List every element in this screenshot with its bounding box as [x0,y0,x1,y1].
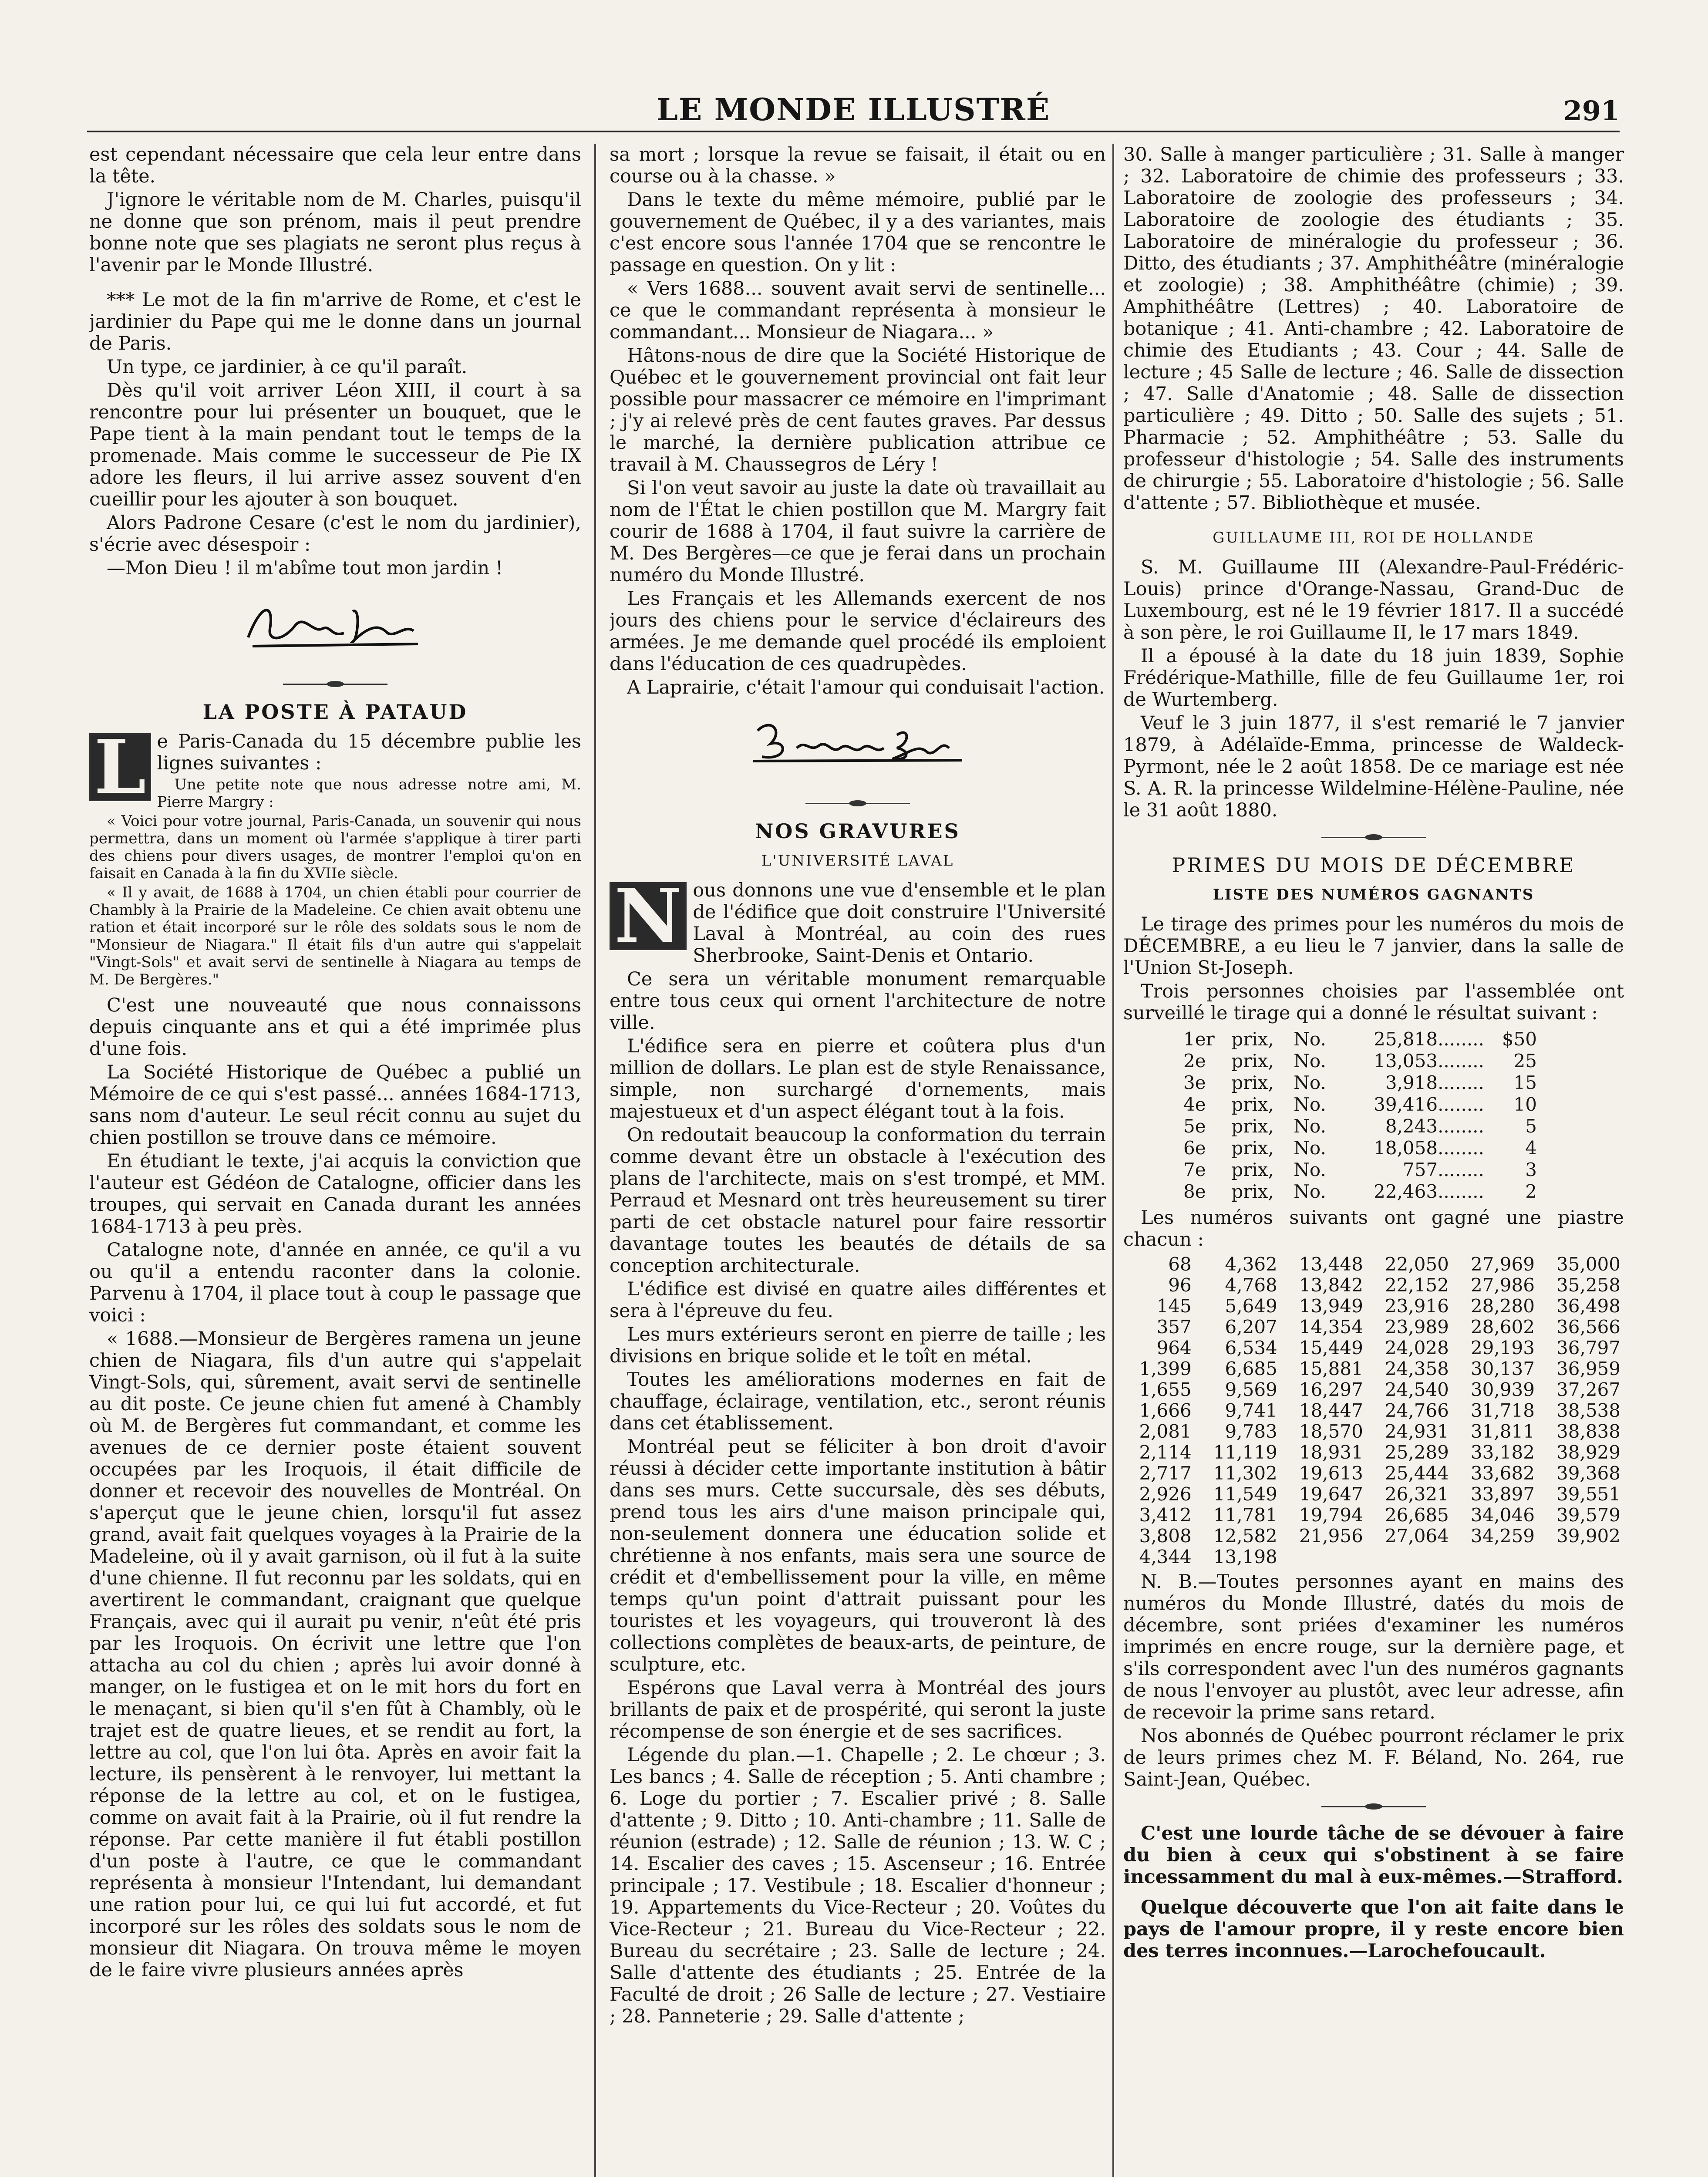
table-cell [1538,1547,1624,1567]
table-cell: No. [1294,1137,1326,1159]
paragraph: sa mort ; lorsque la revue se faisait, il était ou en course ou à la chasse. » [610,144,1106,187]
table-cell: 30,939 [1470,1379,1535,1400]
numbers-row [1123,1275,1624,1296]
quote-paragraph: « Il y avait, de 1688 à 1704, un chien établi pour courrier de Chambly à la Prairie de la Madeleine. Ce chien avait obtenu une ration et était incorporé sur le rôle des soldats sous le nom de "Monsieur de Niagara." Il était fils d'un autre qui s'appelait "Vingt-Sols" et avait servi de sentinelle à Niagara au temps de M. De Bergères." [89,884,581,988]
table-cell: 2,717 [1139,1463,1192,1484]
table-cell: 25,818........ [1374,1028,1484,1050]
table-cell: 19,613 [1299,1463,1363,1484]
table-cell: 38,838 [1556,1421,1620,1442]
paragraph: Veuf le 3 juin 1877, il s'est remarié le 7 janvier 1879, à Adélaïde-Emma, princesse de Waldeck-Pyrmont, née le 2 août 1858. De ce mariage est née S. A. R. la princesse Wildelmine-Hélène-Pauline, née le 31 août 1880. [1123,712,1624,821]
table-cell: prix, [1231,1072,1274,1093]
table-cell: 1,655 [1139,1379,1192,1400]
table-cell: 4,362 [1225,1254,1277,1275]
paragraph: Dès qu'il voit arriver Léon XIII, il court à sa rencontre pour lui présenter un bouquet, que le Pape tient à la main pendant tout le temps de la promenade. Mais comme le successeur de Pie IX adore les fleurs, il lui arrive assez souvent d'en cueillir pour les ajouter à son bouquet. [89,380,581,510]
table-cell: 36,797 [1556,1337,1620,1358]
numbers-row [1123,1421,1624,1442]
column-2 [610,144,1106,2177]
numbers-row [1123,1442,1624,1463]
table-cell: 33,182 [1470,1442,1535,1463]
table-cell: 22,463........ [1374,1181,1484,1202]
page-number: 291 [1563,95,1620,127]
numbers-row [1123,1254,1624,1275]
table-cell: 35,258 [1556,1274,1620,1296]
table-cell: 27,986 [1470,1274,1535,1296]
table-cell: 11,302 [1213,1463,1277,1484]
numbers-row [1123,1400,1624,1421]
ornament-divider [805,799,910,808]
prize-row [1180,1181,1540,1203]
paragraph: Espérons que Laval verra à Montréal des jours brillants de paix et de prospérité, qui seront la juste récompense de son énergie et de ses sacrifices. [610,1677,1106,1742]
table-cell: 2,114 [1139,1442,1192,1463]
table-cell: 13,448 [1299,1254,1363,1275]
paragraph: 30. Salle à manger particulière ; 31. Salle à manger ; 32. Laboratoire de chimie des professeurs ; 33. Laboratoire de zoologie des professeurs ; 34. Laboratoire de zoologie des étudiants ; 35. Laboratoire de minéralogie du professeur ; 36. Ditto, des étudiants ; 37. Amphithéâtre (minéralogie et zoologie) ; 38. Amphithéâtre (chimie) ; 39. Amphithéâtre (Lettres) ; 40. Laboratoire de botanique ; 41. Anti-chambre ; 42. Laboratoire de chimie des Etudiants ; 43. Cour ; 44. Salle de lecture ; 45 Salle de lecture ; 46. Salle de dissection ; 47. Salle d'Anatomie ; 48. Salle de dissection particulière ; 49. Ditto ; 50. Salle des sujets ; 51. Pharmacie ; 52. Amphithéâtre ; 53. Salle du professeur d'histologie ; 54. Salle des instruments de chirurgie ; 55. Laboratoire d'histologie ; 56. Salle d'attente ; 57. Bibliothèque et musée. [1123,144,1624,514]
paragraph: Dans le texte du même mémoire, publié par le gouvernement de Québec, il y a des variantes, mais c'est encore sous l'année 1704 que se rencontre le passage en question. On y lit : [610,189,1106,276]
paragraph: Ce sera un véritable monument remarquable entre tous ceux qui ornent l'architecture de notre ville. [610,968,1106,1034]
table-cell: 25,444 [1385,1463,1449,1484]
table-cell: 13,949 [1299,1295,1363,1317]
numbers-row [1123,1379,1624,1400]
paragraph: Légende du plan.—1. Chapelle ; 2. Le chœur ; 3. Les bancs ; 4. Salle de réception ; 5. Anti chambre ; 6. Loge du portier ; 7. Escalier privé ; 8. Salle d'attente ; 9. Ditto ; 10. Anti-chambre ; 11. Salle de réunion (estrade) ; 12. Salle de réunion ; 13. W. C ; 14. Escalier des caves ; 15. Ascenseur ; 16. Entrée principale ; 17. Vestibule ; 18. Escalier d'honneur ; 19. Appartements du Vice-Recteur ; 20. Voûtes du Vice-Recteur ; 21. Bureau du Vice-Recteur ; 22. Bureau du secrétaire ; 23. Salle de lecture ; 24. Salle d'attente des étudiants ; 25. Entrée de la Faculté de droit ; 26 Salle de lecture ; 27. Vestiaire ; 28. Panneterie ; 29. Salle d'attente ; [610,1744,1106,2027]
table-cell: 2e [1183,1050,1206,1072]
signature-benjamin-sulte [610,700,1106,787]
table-cell: 39,368 [1556,1463,1620,1484]
table-cell: 13,053........ [1374,1050,1484,1072]
table-cell: 5 [1525,1115,1537,1137]
prize-row [1180,1028,1540,1050]
table-cell: 3e [1183,1072,1206,1093]
quote-strafford: C'est une lourde tâche de se dévouer à faire du bien à ceux qui s'obstinent à se faire incessamment du mal à eux-mêmes.—Strafford. [1123,1823,1624,1888]
table-cell: 22,050 [1385,1254,1449,1275]
paragraph: Il a épousé à la date du 18 juin 1839, Sophie Frédérique-Mathille, fille de feu Guillaume 1er, roi de Wurtemberg. [1123,645,1624,711]
paragraph: Trois personnes choisies par l'assemblée ont surveillé le tirage qui a donné le résultat suivant : [1123,981,1624,1024]
paragraph: Montréal peut se féliciter à bon droit d'avoir réussi à décider cette importante institution à bâtir dans ses murs. Cette succursale, dès ses débuts, prend tous les airs d'une maison principale qui, non-seulement donnera une éducation solide et chrétienne à nos enfants, mais sera une source de crédit et d'embellissement pour la ville, en même temps qu'un point d'attrait puissant pour les touristes et les voyageurs, qui trouveront là des collections complètes de beaux-arts, de peinture, de sculpture, etc. [610,1436,1106,1675]
table-cell: 38,538 [1556,1400,1620,1421]
table-cell: prix, [1231,1050,1274,1072]
table-cell: 15,449 [1299,1337,1363,1358]
table-cell: 1,399 [1139,1358,1192,1379]
table-cell: 34,259 [1470,1525,1535,1547]
table-cell: 13,842 [1299,1274,1363,1296]
paragraph: Alors Padrone Cesare (c'est le nom du jardinier), s'écrie avec désespoir : [89,512,581,556]
ornament-divider [1321,832,1426,842]
paragraph: Le tirage des primes pour les numéros du mois de DÉCEMBRE, a eu lieu le 7 janvier, dans la salle de l'Union St-Joseph. [1123,913,1624,979]
paragraph: « Vers 1688... souvent avait servi de sentinelle... ce que le commandant représenta à monsieur le commandant... Monsieur de Niagara... » [610,278,1106,343]
table-cell: $50 [1502,1028,1537,1050]
numbers-row [1123,1317,1624,1338]
table-cell: 18,447 [1299,1400,1363,1421]
paragraph: N. B.—Toutes personnes ayant en mains des numéros du Monde Illustré, datés du mois de décembre, sont priées d'examiner les numéros imprimés en encre rouge, sur la dernière page, et s'ils correspondent avec l'un des numéros gagnants de nous l'envoyer au plustôt, avec leur adresse, afin de recevoir la prime sans retard. [1123,1571,1624,1723]
table-cell: 19,647 [1299,1483,1363,1505]
table-cell: No. [1294,1159,1326,1180]
table-cell: 11,119 [1213,1442,1277,1463]
table-cell: No. [1294,1181,1326,1202]
masthead-title: LE MONDE ILLUSTRÉ [656,91,1051,128]
table-cell: prix, [1231,1159,1274,1180]
table-cell: 33,682 [1470,1463,1535,1484]
paragraph: Les numéros suivants ont gagné une piastre chacun : [1123,1207,1624,1250]
prize-table [1180,1028,1540,1203]
prize-row [1180,1050,1540,1072]
paragraph: —Mon Dieu ! il m'abîme tout mon jardin ! [107,557,503,579]
table-cell: 3,918........ [1385,1072,1484,1093]
table-cell: 27,969 [1470,1254,1535,1275]
table-cell: 36,959 [1556,1358,1620,1379]
table-cell: 6,685 [1225,1358,1277,1379]
table-cell: 11,549 [1213,1483,1277,1505]
signature-graphic [745,713,971,774]
table-cell: 39,902 [1556,1525,1620,1547]
paragraph: *** Le mot de la fin m'arrive de Rome, et c'est le jardinier du Pape qui me le donne dans un journal de Paris. [89,289,581,354]
table-cell: No. [1294,1050,1326,1072]
table-cell: 8,243........ [1385,1115,1484,1137]
table-cell: 8e [1183,1181,1206,1202]
table-cell: 6,534 [1225,1337,1277,1358]
table-cell [1367,1547,1452,1567]
table-cell: 6e [1183,1137,1206,1159]
paragraph: Les murs extérieurs seront en pierre de taille ; les divisions en brique solide et le toît en métal. [610,1324,1106,1367]
prize-row [1180,1159,1540,1181]
table-cell: 14,354 [1299,1316,1363,1338]
column-1 [89,144,581,2177]
table-cell: 18,058........ [1374,1137,1484,1159]
table-cell: 39,579 [1556,1504,1620,1526]
quote-paragraph: « Voici pour votre journal, Paris-Canada, un souvenir qui nous permettra, dans un moment où l'armée s'applique à tirer parti des chiens pour divers usages, de montrer l'emploi qu'on en faisait en Canada à la fin du XVIIe siècle. [89,812,581,882]
table-cell: 5e [1183,1115,1206,1137]
paragraph: L'édifice sera en pierre et coûtera plus d'un million de dollars. Le plan est de style Renaissance, simple, non surchargé d'ornements, mais majestueux et d'un aspect élégant tout à la fois. [610,1035,1106,1122]
table-cell: 33,897 [1470,1483,1535,1505]
table-cell: 4,768 [1225,1274,1277,1296]
table-cell: 3 [1525,1159,1537,1180]
table-cell: 38,929 [1556,1442,1620,1463]
drop-cap: L [89,733,151,801]
table-cell [1452,1547,1538,1567]
paragraph: En étudiant le texte, j'ai acquis la conviction que l'auteur est Gédéon de Catalogne, officier dans les troupes, qui servait en Canada durant les années 1684-1713 à peu près. [89,1150,581,1237]
table-cell: 23,989 [1385,1316,1449,1338]
table-cell: 36,566 [1556,1316,1620,1338]
table-cell: 24,766 [1385,1400,1449,1421]
paragraph: e Paris-Canada du 15 décembre publie les lignes suivantes : [157,731,581,774]
quote-paragraph: Une petite note que nous adresse notre ami, M. Pierre Margry : [157,776,581,811]
table-cell: 35,000 [1556,1254,1620,1275]
prize-row [1180,1072,1540,1094]
quote-larochefoucault: Quelque découverte que l'on ait faite dans le pays de l'amour propre, il y reste encore bien des terres inconnues.—Larochefoucault. [1123,1897,1624,1962]
table-cell: 357 [1156,1316,1192,1338]
table-cell: 24,358 [1385,1358,1449,1379]
table-cell: 96 [1168,1274,1192,1296]
signature-leon-ledieu [89,581,581,668]
table-cell: 24,931 [1385,1421,1449,1442]
table-cell: 24,028 [1385,1337,1449,1358]
table-cell: 5,649 [1225,1295,1277,1317]
table-cell: No. [1294,1094,1326,1115]
table-cell: 15,881 [1299,1358,1363,1379]
ornament-divider [283,679,387,689]
table-cell: 4 [1525,1137,1537,1159]
paragraph: Un type, ce jardinier, à ce qu'il paraît. [107,356,468,378]
table-cell: 145 [1156,1295,1192,1317]
signature-graphic [244,594,427,655]
paragraph: Catalogne note, d'année en année, ce qu'il a vu ou qu'il a entendu raconter dans la colonie. Parvenu à 1704, il place tout à coup le passage que voici : [89,1239,581,1326]
paragraph: Toutes les améliorations modernes en fait de chauffage, éclairage, ventilation, etc., seront réunis dans cet établissement. [610,1369,1106,1434]
table-cell: No. [1294,1115,1326,1137]
numbers-row [1123,1358,1624,1379]
table-cell: 30,137 [1470,1358,1535,1379]
table-cell: No. [1294,1072,1326,1093]
table-cell: 25 [1513,1050,1537,1072]
paragraph: est cependant nécessaire que cela leur entre dans la tête. [89,144,581,187]
table-cell: 15 [1513,1072,1537,1093]
paragraph: Hâtons-nous de dire que la Société Historique de Québec et le gouvernement provincial ont fait leur possible pour massacrer ce mémoire en l'imprimant ; j'y ai relevé près de cent fautes graves. Par dessus le marché, la dernière publication attribue ce travail à M. Chaussegros de Léry ! [610,345,1106,475]
paragraph: L'édifice est divisé en quatre ailes différentes et sera à l'épreuve du feu. [610,1278,1106,1322]
table-cell: 2 [1525,1181,1537,1202]
table-cell: 16,297 [1299,1379,1363,1400]
table-cell: 10 [1513,1094,1537,1115]
table-cell: 18,931 [1299,1442,1363,1463]
subtitle-liste-numeros: LISTE DES NUMÉROS GAGNANTS [1213,886,1535,903]
table-cell: 2,926 [1139,1483,1192,1505]
table-cell: 6,207 [1225,1316,1277,1338]
paragraph: C'est une nouveauté que nous connaissons depuis cinquante ans et qui a été imprimée plus d'une fois. [89,994,581,1060]
table-cell: 36,498 [1556,1295,1620,1317]
table-cell: 19,794 [1299,1504,1363,1526]
table-cell: 9,569 [1225,1379,1277,1400]
subtitle-universite-laval: L'UNIVERSITÉ LAVAL [761,852,954,869]
section-title-nos-gravures: NOS GRAVURES [755,819,960,843]
table-cell: 11,781 [1213,1504,1277,1526]
table-cell: 3,808 [1139,1525,1192,1547]
table-cell: prix, [1231,1028,1274,1050]
table-cell: 7e [1183,1159,1206,1180]
section-title-primes: PRIMES DU MOIS DE DÉCEMBRE [1172,853,1576,877]
table-cell: 34,046 [1470,1504,1535,1526]
table-cell: 1,666 [1139,1400,1192,1421]
table-cell: 9,741 [1225,1400,1277,1421]
subtitle-guillaume-iii: GUILLAUME III, ROI DE HOLLANDE [1213,529,1535,546]
table-cell: 757........ [1402,1159,1484,1180]
numbers-row [1123,1547,1624,1567]
drop-cap: N [610,882,687,950]
paragraph: ous donnons une vue d'ensemble et le plan de l'édifice que doit construire l'Université Laval à Montréal, au coin des rues Sherbrooke, Saint-Denis et Ontario. [693,880,1106,967]
numbers-row [1123,1463,1624,1484]
table-cell: 27,064 [1385,1525,1449,1547]
table-cell: 3,412 [1139,1504,1192,1526]
paragraph: J'ignore le véritable nom de M. Charles, puisqu'il ne donne que son prénom, mais il peut prendre bonne note que ses plagiats ne seront plus reçus à l'avenir par le Monde Illustré. [89,189,581,276]
paragraph: S. M. Guillaume III (Alexandre-Paul-Frédéric-Louis) prince d'Orange-Nassau, Grand-Duc de Luxembourg, est né le 19 février 1817. Il a succédé à son père, le roi Guillaume II, le 17 mars 1849. [1123,556,1624,644]
table-cell: 31,811 [1470,1421,1535,1442]
paragraph: On redoutait beaucoup la conformation du terrain comme devant être un obstacle à l'exécution des plans de l'architecte, mais on s'est trompé, et MM. Perraud et Mesnard ont très heureusement su tirer parti de cet obstacle naturel pour faire ressortir davantage toutes les beautés de détails de sa conception architecturale. [610,1124,1106,1277]
table-cell: 1er [1183,1028,1215,1050]
table-cell: 31,718 [1470,1400,1535,1421]
winning-numbers-table [1123,1254,1624,1567]
table-cell: 22,152 [1385,1274,1449,1296]
section-title-poste-a-pataud: LA POSTE À PATAUD [202,700,468,724]
table-cell: 25,289 [1385,1442,1449,1463]
table-cell: 26,685 [1385,1504,1449,1526]
table-cell: 9,783 [1225,1421,1277,1442]
table-cell: 23,916 [1385,1295,1449,1317]
table-cell: 24,540 [1385,1379,1449,1400]
prize-row [1180,1094,1540,1115]
paragraph: « 1688.—Monsieur de Bergères ramena un jeune chien de Niagara, fils d'un autre qui s'appelait Vingt-Sols, qui, sûrement, avait servi de sentinelle au dit poste. Ce jeune chien fut amené à Chambly où M. de Bergères fut commandant, et comme les avenues de ce dernier poste étaient souvent occupées par les Iroquois, il était difficile de donner et recevoir des nouvelles de Montréal. On s'aperçut que le jeune chien, lorsqu'il fut assez grand, avait fait quelques voyages à la Prairie de la Madeleine, où il y avait garnison, où il fut à la suite d'une chienne. Il fut reconnu par les soldats, qui en avertirent le commandant, craignant que quelque Français, avec qui il aurait pu venir, n'eût été pris par les Iroquois. On écrivit une lettre que l'on attacha au col du chien ; après lui avoir donné à manger, on le fustigea et on le mit hors du fort en le menaçant, si bien qu'il s'en fût à Chambly, où le trajet est de quatre lieues, et se rendit au fort, la lettre au col, que l'on lui ôta. Après en avoir fait la lecture, ils pensèrent à le renvoyer, lui mettant la réponse de la lettre au col, et on le fustigea, comme on avait fait à la Prairie, où il fut rendre la réponse. Par cette manière il fut établi postillon d'un poste à l'autre, ce que le commandant représenta à monsieur l'Intendant, lui demandant une ration pour lui, ce qui lui fut accordé, et fut incorporé sur les rôles des soldats sous le nom de monsieur dit Niagara. On trouva même le moyen de le faire vivre plusieurs années après [89,1328,581,1981]
paragraph: Si l'on veut savoir au juste la date où travaillait au nom de l'État le chien postillon que M. Margry fait courir de 1688 à 1704, il faut suivre la carrière de M. Des Bergères—ce que je ferai dans un prochain numéro du Monde Illustré. [610,477,1106,586]
table-cell: 39,416........ [1374,1094,1484,1115]
prize-row [1180,1137,1540,1159]
table-cell: prix, [1231,1094,1274,1115]
table-cell: 29,193 [1470,1337,1535,1358]
table-cell: 21,956 [1299,1525,1363,1547]
table-cell: 13,198 [1213,1546,1277,1567]
table-cell: 2,081 [1139,1421,1192,1442]
table-cell: 18,570 [1299,1421,1363,1442]
column-divider [1112,144,1114,2177]
table-cell [1281,1547,1367,1567]
numbers-row [1123,1338,1624,1358]
table-cell: 28,280 [1470,1295,1535,1317]
table-cell: 37,267 [1556,1379,1620,1400]
table-cell: 68 [1168,1254,1192,1275]
numbers-row [1123,1526,1624,1547]
prize-row [1180,1115,1540,1137]
table-cell: 26,321 [1385,1483,1449,1505]
table-cell: 28,602 [1470,1316,1535,1338]
column-3 [1123,144,1624,2177]
numbers-row [1123,1505,1624,1526]
table-cell: 39,551 [1556,1483,1620,1505]
paragraph: A Laprairie, c'était l'amour qui conduisait l'action. [627,677,1105,698]
table-cell: prix, [1231,1181,1274,1202]
paragraph: La Société Historique de Québec a publié un Mémoire de ce qui s'est passé... années 1684-1713, sans nom d'auteur. Le seul récit connu au sujet du chien postillon se trouve dans ce mémoire. [89,1062,581,1149]
table-cell: 964 [1156,1337,1192,1358]
numbers-row [1123,1484,1624,1505]
table-cell: prix, [1231,1137,1274,1159]
table-cell: 12,582 [1213,1525,1277,1547]
table-cell: 4,344 [1139,1546,1192,1567]
ornament-divider [1321,1802,1426,1811]
table-cell: No. [1294,1028,1326,1050]
page-header [87,83,1620,132]
paragraph: Les Français et les Allemands exercent de nos jours des chiens pour le service d'éclaireurs des armées. Je me demande quel procédé ils emploient dans l'éducation de ces quadrupèdes. [610,588,1106,675]
column-divider [594,144,596,2177]
table-cell: 4e [1183,1094,1206,1115]
paragraph: Nos abonnés de Québec pourront réclamer le prix de leurs primes chez M. F. Béland, No. 264, rue Saint-Jean, Québec. [1123,1725,1624,1790]
table-cell: prix, [1231,1115,1274,1137]
numbers-row [1123,1296,1624,1317]
